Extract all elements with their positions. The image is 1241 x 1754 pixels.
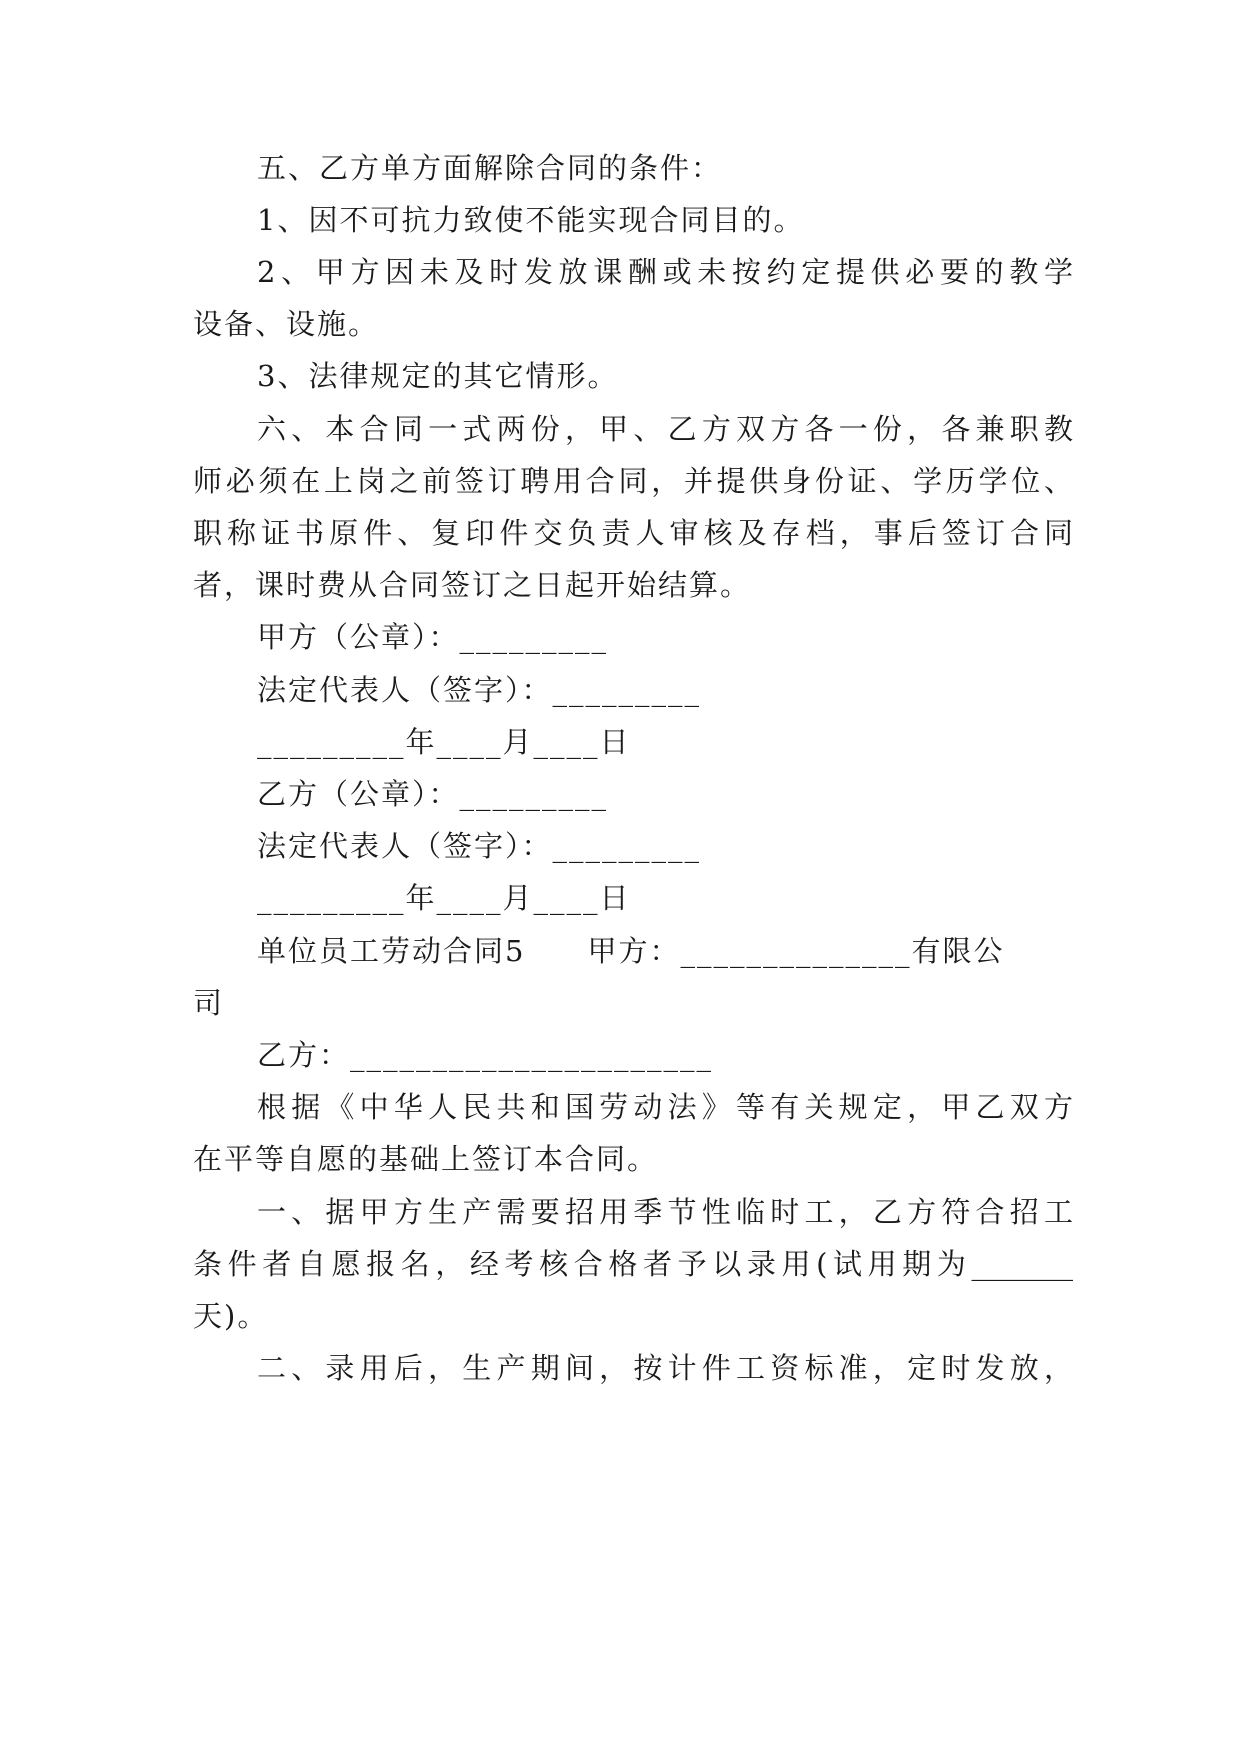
clause-2-line-1: 二、录用后，生产期间，按计件工资标准，定时发放， [257,1351,1073,1385]
preamble-line-2: 在平等自愿的基础上签订本合同。 [193,1142,659,1176]
section-six-line-1: 六、本合同一式两份，甲、乙方双方各一份，各兼职教 [257,412,1073,446]
section-six-line-2: 师必须在上岗之前签订聘用合同，并提供身份证、学历学位、 [193,464,1073,498]
section-six-line-4: 者，课时费从合同签订之日起开始结算。 [193,568,752,602]
contract-title: 单位员工劳动合同5 [257,934,526,968]
clause-5-1: 1、因不可抗力致使不能实现合同目的。 [257,203,805,237]
section-five-heading: 五、乙方单方面解除合同的条件： [257,151,723,185]
party-a-seal-field: 甲方（公章）：_________ [257,620,609,654]
party-b-field: 乙方：______________________ [257,1038,714,1072]
clause-1-line-2: 条件者自愿报名，经考核合格者予以录用(试用期为_______ [193,1247,1073,1281]
contract-title-line [257,931,1073,971]
clause-1-line-1: 一、据甲方生产需要招用季节性临时工，乙方符合招工 [257,1195,1073,1229]
party-a-date-field: _________年____月____日 [257,725,631,759]
party-a-company-field-cont: 司 [193,986,225,1020]
section-six-line-3: 职称证书原件、复印件交负责人审核及存档，事后签订合同 [193,516,1073,550]
party-b-seal-field: 乙方（公章）：_________ [257,777,609,811]
clause-1-line-3: 天)。 [193,1299,269,1333]
preamble-line-1: 根据《中华人民共和国劳动法》等有关规定，甲乙双方 [257,1090,1073,1124]
clause-5-2-line-2: 设备、设施。 [193,307,380,341]
party-a-representative-field: 法定代表人（签字）：_________ [257,673,702,707]
party-b-date-field: _________年____月____日 [257,881,631,915]
party-b-representative-field: 法定代表人（签字）：_________ [257,829,702,863]
party-a-company-field: 甲方：______________有限公 [587,934,1005,968]
clause-5-2-line-1: 2、甲方因未及时发放课酬或未按约定提供必要的教学 [257,255,1073,289]
clause-5-3: 3、法律规定的其它情形。 [257,359,619,393]
